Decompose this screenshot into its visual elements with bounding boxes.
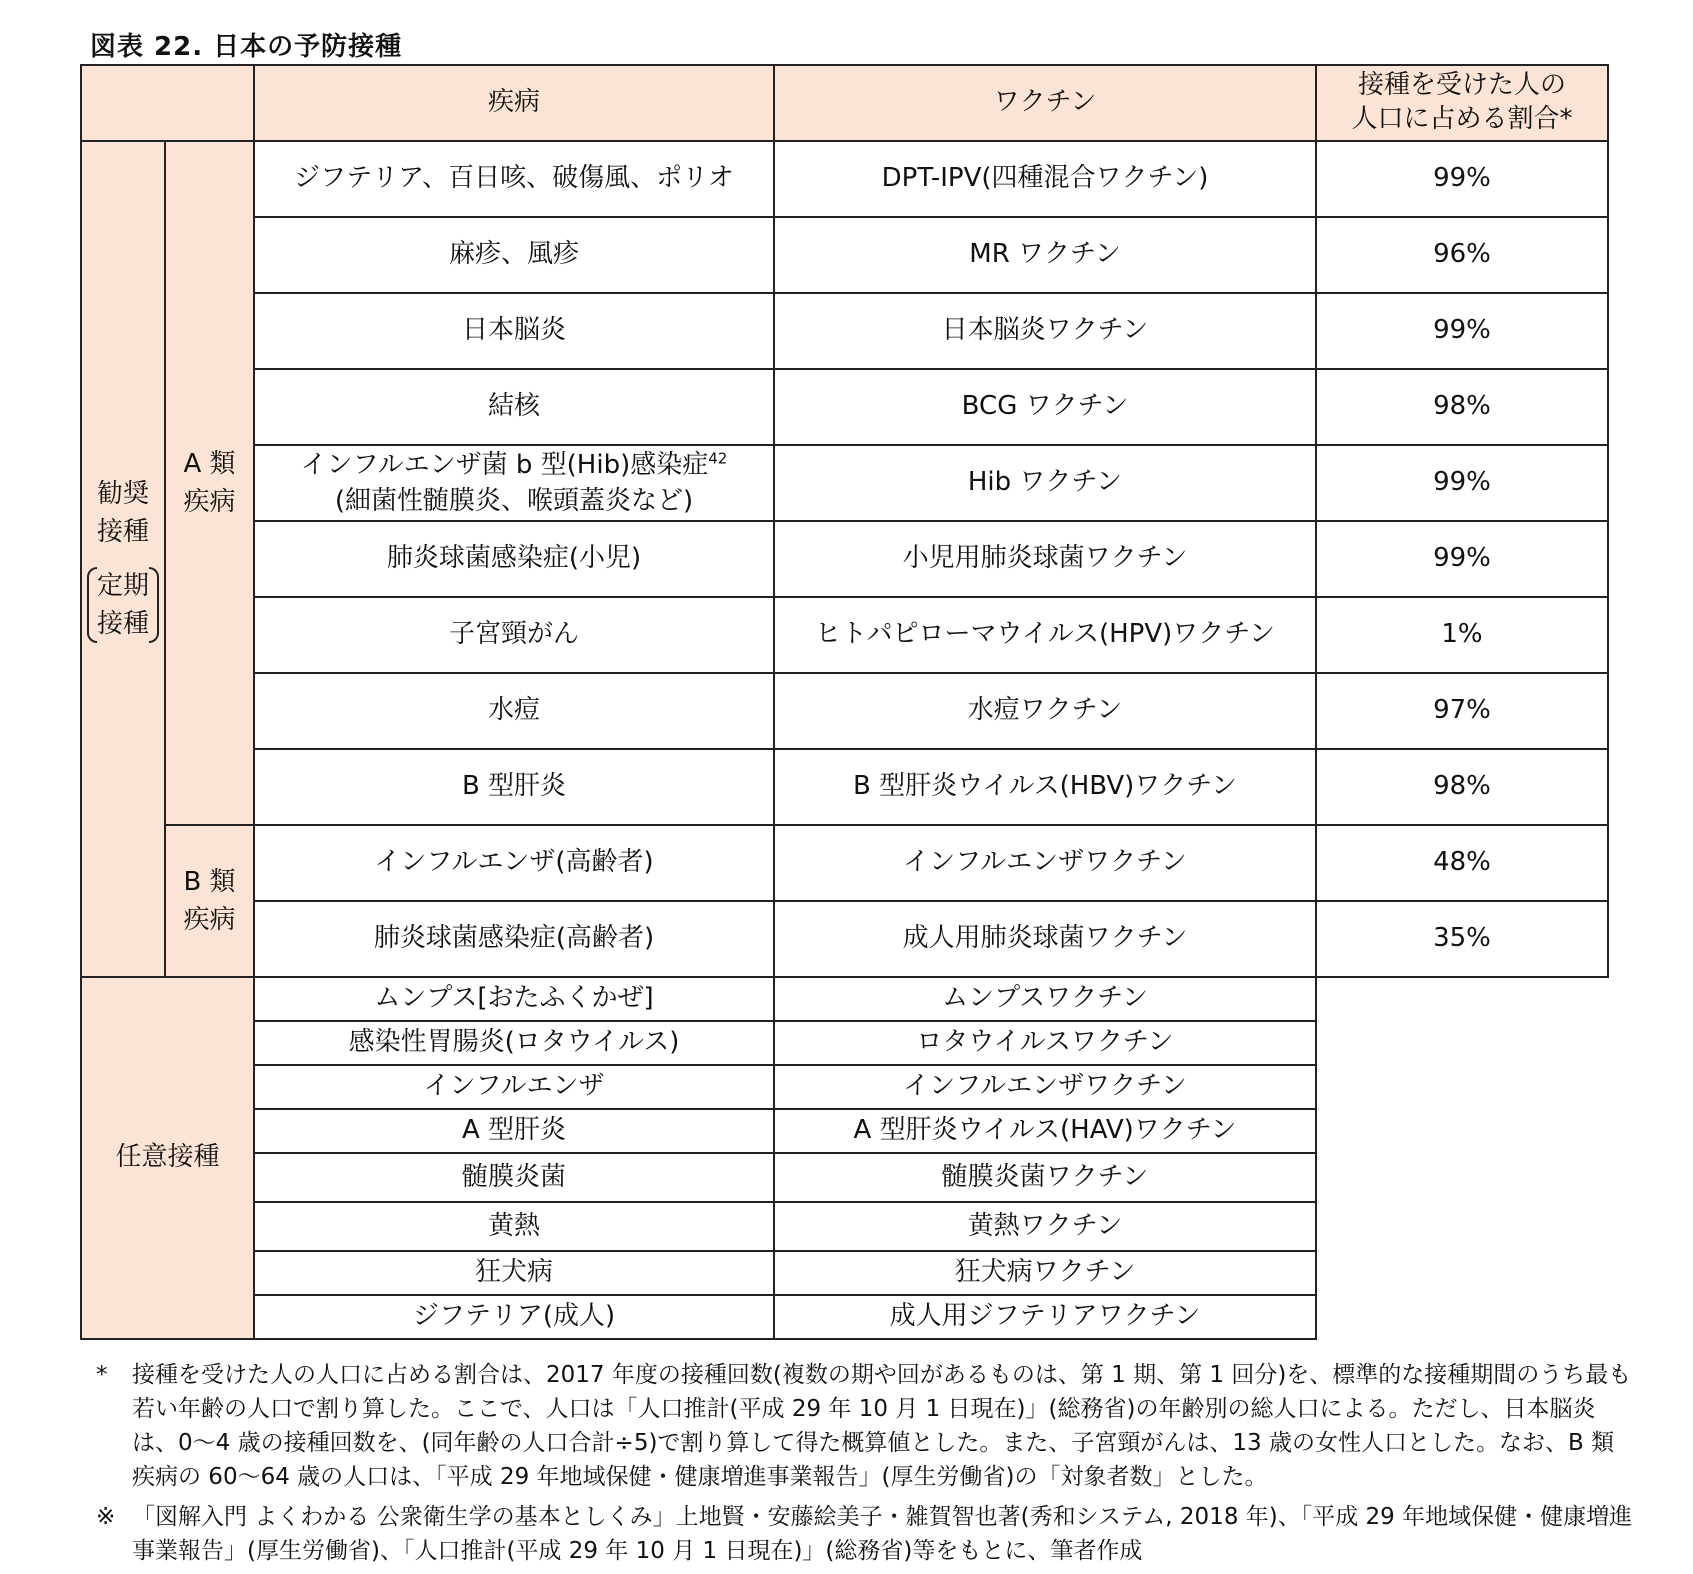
vaccine-cell: 成人用肺炎球菌ワクチン xyxy=(774,901,1316,977)
table-row xyxy=(81,445,1608,521)
vaccine-cell: B 型肝炎ウイルス(HBV)ワクチン xyxy=(774,749,1316,825)
teiki-label-line2: 接種 xyxy=(96,609,149,639)
a-class-label-line1: A 類 xyxy=(183,449,236,479)
kansho-label-line1: 勧奨 xyxy=(96,479,149,509)
kansho-teiki-group-cell xyxy=(81,141,165,977)
b-class-group-cell xyxy=(165,825,254,977)
vaccine-cell: ロタウイルスワクチン xyxy=(774,1021,1316,1065)
rate-cell: 99% xyxy=(1316,293,1608,369)
disease-cell xyxy=(254,445,774,521)
disease-cell: インフルエンザ(高齢者) xyxy=(254,825,774,901)
vaccine-cell: 髄膜炎菌ワクチン xyxy=(774,1153,1316,1202)
vaccine-cell: 黄熱ワクチン xyxy=(774,1202,1316,1251)
teiki-label-line1: 定期 xyxy=(96,571,149,601)
table-row xyxy=(81,293,1608,369)
rate-cell: 96% xyxy=(1316,217,1608,293)
footnote-mark: ※ xyxy=(96,1504,116,1530)
footnote-mark: * xyxy=(96,1362,108,1388)
vaccine-cell: DPT-IPV(四種混合ワクチン) xyxy=(774,141,1316,217)
table-row xyxy=(81,673,1608,749)
rate-cell: 99% xyxy=(1316,141,1608,217)
table-row xyxy=(81,369,1608,445)
table-row xyxy=(81,977,1608,1021)
header-disease: 疾病 xyxy=(254,65,774,141)
footnote-text: 接種を受けた人の人口に占める割合は、2017 年度の接種回数(複数の期や回があるものは、第 1 期、第 1 回分)を、標準的な接種期間のうち最も若い年齢の人口で割り算した。ここで、人口は「人口推計(平成 29 年 10 月 1 日現在)」(総務省)の年齢別の総人口による。ただし、日本脳炎は、0〜4 歳の接種回数を、(同年齢の人口合計÷5)で割り算して得た概算値とした。また、子宮頸がんは、13 歳の女性人口とした。なお、B 類疾病の 60〜64 歳の人口は、「平成 29 年地域保健・健康増進事業報告」(厚生労働省)の「対象者数」とした。 xyxy=(132,1362,1632,1490)
rate-cell: 98% xyxy=(1316,369,1608,445)
empty-rate-area xyxy=(1316,977,1608,1339)
rate-cell: 1% xyxy=(1316,597,1608,673)
footnote xyxy=(96,1358,1636,1494)
disease-cell: 肺炎球菌感染症(小児) xyxy=(254,521,774,597)
disease-cell: 感染性胃腸炎(ロタウイルス) xyxy=(254,1021,774,1065)
vaccine-cell: A 型肝炎ウイルス(HAV)ワクチン xyxy=(774,1109,1316,1153)
teiki-label xyxy=(87,567,159,643)
a-class-group-cell xyxy=(165,141,254,825)
disease-cell: ジフテリア、百日咳、破傷風、ポリオ xyxy=(254,141,774,217)
disease-cell: ムンプス[おたふくかぜ] xyxy=(254,977,774,1021)
rate-cell: 99% xyxy=(1316,521,1608,597)
nini-group-cell: 任意接種 xyxy=(81,977,254,1339)
kansho-label xyxy=(97,475,149,551)
table-row xyxy=(81,901,1608,977)
header-vaccine: ワクチン xyxy=(774,65,1316,141)
disease-cell: 肺炎球菌感染症(高齢者) xyxy=(254,901,774,977)
disease-cell: A 型肝炎 xyxy=(254,1109,774,1153)
header-rate xyxy=(1316,65,1608,141)
table-header-row xyxy=(81,65,1608,141)
footnote-ref: 42 xyxy=(708,449,728,468)
footnote-text: 「図解入門 よくわかる 公衆衛生学の基本としくみ」上地賢・安藤絵美子・雑賀智也著(秀和システム, 2018 年)、「平成 29 年地域保健・健康増進事業報告」(厚生労働省)、「人口推計(平成 29 年 10 月 1 日現在)」(総務省)等をもとに、筆者作成 xyxy=(132,1504,1633,1564)
table-row xyxy=(81,749,1608,825)
disease-cell: 子宮頸がん xyxy=(254,597,774,673)
b-class-label-line2: 疾病 xyxy=(183,905,236,935)
footnotes xyxy=(96,1358,1636,1574)
vaccine-cell: 日本脳炎ワクチン xyxy=(774,293,1316,369)
header-corner-cell xyxy=(81,65,254,141)
vaccination-table xyxy=(80,64,1609,1340)
table-row xyxy=(81,217,1608,293)
vaccine-cell: ムンプスワクチン xyxy=(774,977,1316,1021)
a-class-label-line2: 疾病 xyxy=(183,487,236,517)
vaccine-cell: インフルエンザワクチン xyxy=(774,1065,1316,1109)
table-row xyxy=(81,141,1608,217)
rate-cell: 35% xyxy=(1316,901,1608,977)
vaccine-cell: 狂犬病ワクチン xyxy=(774,1251,1316,1295)
disease-cell: 水痘 xyxy=(254,673,774,749)
b-class-label-line1: B 類 xyxy=(183,867,236,897)
header-rate-line2: 人口に占める割合* xyxy=(1351,104,1573,134)
vaccine-cell: ヒトパピローマウイルス(HPV)ワクチン xyxy=(774,597,1316,673)
disease-cell: 髄膜炎菌 xyxy=(254,1153,774,1202)
disease-cell: 狂犬病 xyxy=(254,1251,774,1295)
rate-cell: 98% xyxy=(1316,749,1608,825)
figure-title: 図表 22. 日本の予防接種 xyxy=(90,32,403,62)
table-row xyxy=(81,597,1608,673)
header-rate-line1: 接種を受けた人の xyxy=(1357,70,1566,101)
disease-cell: インフルエンザ xyxy=(254,1065,774,1109)
kansho-label-line2: 接種 xyxy=(96,517,149,547)
vaccine-cell: Hib ワクチン xyxy=(774,445,1316,521)
footnote xyxy=(96,1500,1636,1568)
rate-cell: 99% xyxy=(1316,445,1608,521)
disease-text-line2: (細菌性髄膜炎、喉頭蓋炎など) xyxy=(334,486,694,516)
rate-cell: 48% xyxy=(1316,825,1608,901)
table-row xyxy=(81,521,1608,597)
disease-cell: ジフテリア(成人) xyxy=(254,1295,774,1339)
disease-cell: B 型肝炎 xyxy=(254,749,774,825)
table-row xyxy=(81,825,1608,901)
disease-text: インフルエンザ菌 b 型(Hib)感染症 xyxy=(300,450,709,480)
vaccine-cell: 水痘ワクチン xyxy=(774,673,1316,749)
rate-cell: 97% xyxy=(1316,673,1608,749)
vaccine-cell: インフルエンザワクチン xyxy=(774,825,1316,901)
vaccine-cell: MR ワクチン xyxy=(774,217,1316,293)
vaccine-cell: 小児用肺炎球菌ワクチン xyxy=(774,521,1316,597)
disease-cell: 黄熱 xyxy=(254,1202,774,1251)
disease-cell: 日本脳炎 xyxy=(254,293,774,369)
disease-cell: 麻疹、風疹 xyxy=(254,217,774,293)
vaccine-cell: 成人用ジフテリアワクチン xyxy=(774,1295,1316,1339)
vaccine-cell: BCG ワクチン xyxy=(774,369,1316,445)
disease-cell: 結核 xyxy=(254,369,774,445)
